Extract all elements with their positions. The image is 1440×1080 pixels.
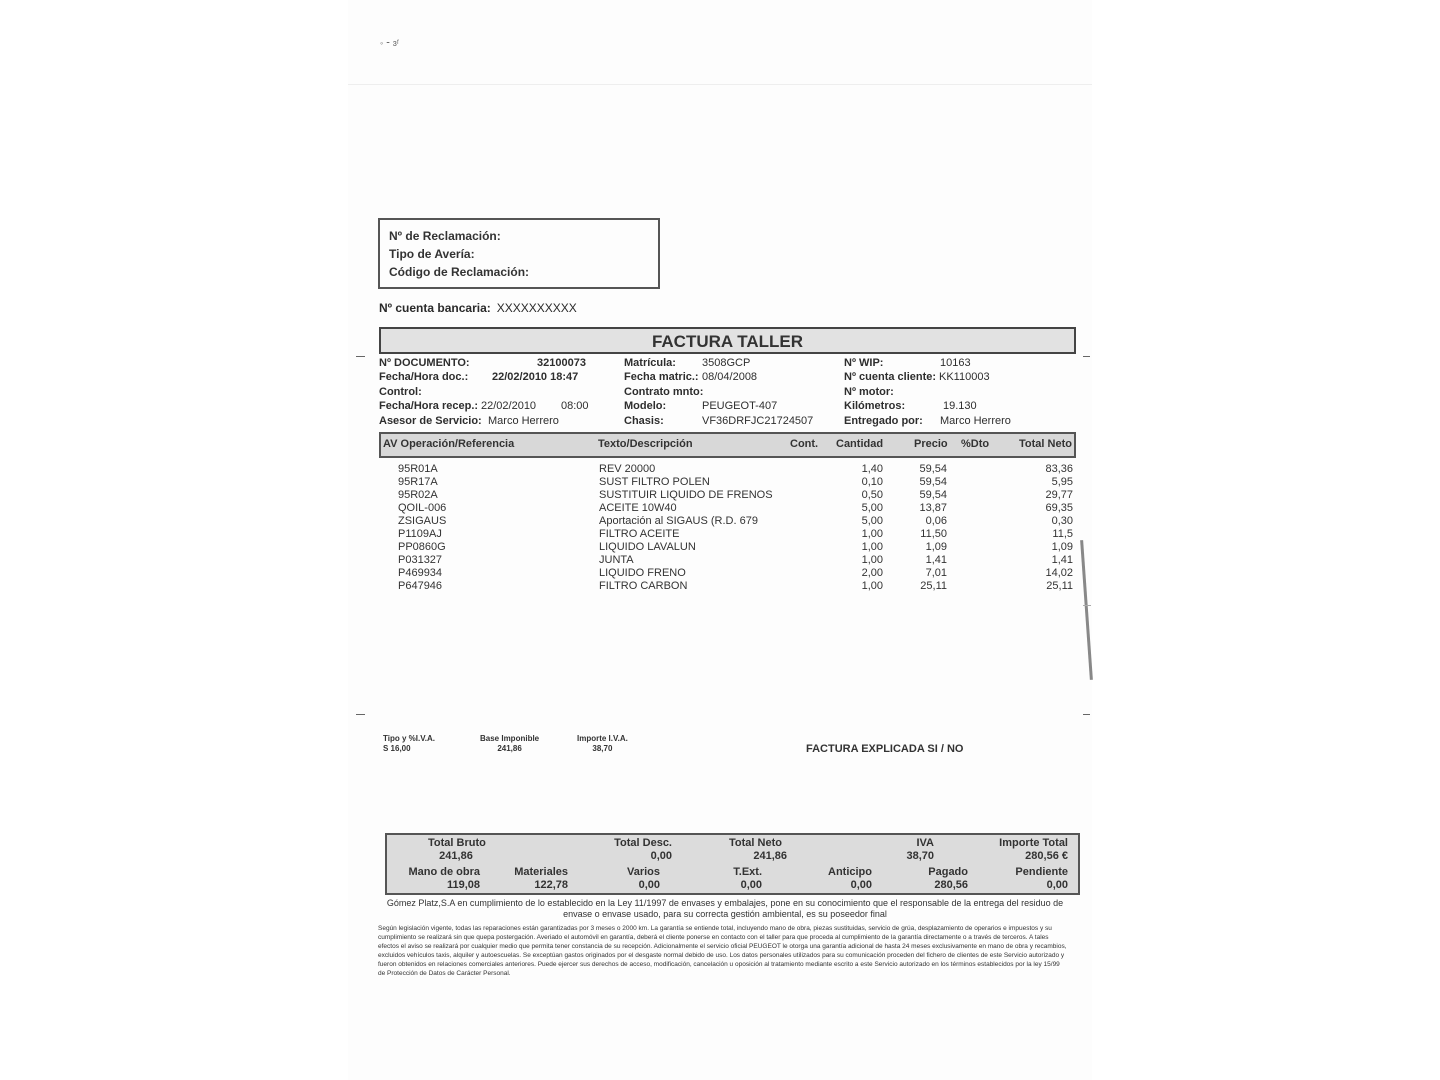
line-item-row: [0, 463, 1440, 476]
scan-edge-line: [348, 84, 1092, 85]
reception-date-label: Fecha/Hora recep.:: [379, 400, 479, 412]
line-item-row: [0, 541, 1440, 554]
plate-label: Matrícula:: [624, 357, 676, 369]
line-quantity: 5,00: [861, 502, 883, 514]
plate-value: 3508GCP: [702, 357, 751, 369]
model-label: Modelo:: [624, 400, 667, 412]
column-quantity: Cantidad: [836, 438, 884, 450]
engine-number-label: Nº motor:: [844, 386, 894, 398]
total-discount-label: Total Desc.: [614, 837, 672, 849]
bank-account: [379, 301, 577, 315]
line-total: 0,30: [1051, 515, 1073, 527]
line-total: 14,02: [1045, 567, 1073, 579]
document-date-label: Fecha/Hora doc.:: [379, 371, 469, 383]
vat-total-value: 38,70: [906, 850, 934, 862]
materials-total-value: 122,78: [534, 879, 568, 891]
invoice-explained: FACTURA EXPLICADA SI / NO: [806, 743, 964, 755]
line-item-row: [0, 580, 1440, 593]
line-total: 83,36: [1045, 463, 1073, 475]
advance-total: [826, 866, 872, 892]
line-price: 1,09: [925, 541, 947, 553]
line-price: 7,01: [925, 567, 947, 579]
bank-account-value: XXXXXXXXXX: [496, 301, 577, 315]
line-reference: P647946: [398, 580, 443, 592]
line-quantity: 1,40: [861, 463, 883, 475]
advance-total-value: 0,00: [850, 879, 872, 891]
pending-total: [1012, 866, 1068, 892]
tax-base-label: Base Imponible: [480, 734, 540, 743]
vat-total-label: IVA: [916, 837, 934, 849]
paid-total-value: 280,56: [934, 879, 968, 891]
line-item-row: [0, 476, 1440, 489]
misc-total-label: Varios: [626, 866, 660, 878]
reception-time-value: 08:00: [561, 400, 589, 412]
tax-base: [480, 734, 539, 754]
line-item-row: [0, 567, 1440, 580]
line-description: ACEITE 10W40: [599, 502, 677, 514]
misc-total-value: 0,00: [638, 879, 660, 891]
registration-date-label: Fecha matric.:: [624, 371, 699, 383]
gross-total: [428, 837, 484, 863]
line-price: 59,54: [919, 463, 947, 475]
claim-code-label: Código de Reclamación:: [389, 265, 530, 279]
delivered-by-label: Entregado por:: [844, 415, 923, 427]
margin-tick: [356, 714, 365, 715]
external-work-total: [726, 866, 762, 892]
line-price: 1,41: [925, 554, 947, 566]
column-cont: Cont.: [790, 438, 819, 450]
line-price: 59,54: [919, 476, 947, 488]
vat-type-label: Tipo y %I.V.A.: [383, 734, 436, 743]
gross-total-label: Total Bruto: [428, 837, 486, 849]
grand-total: [990, 837, 1068, 863]
line-total: 69,35: [1045, 502, 1073, 514]
line-description: JUNTA: [599, 554, 634, 566]
margin-tick: [1083, 714, 1090, 715]
line-quantity: 0,10: [861, 476, 883, 488]
line-quantity: 5,00: [861, 515, 883, 527]
document-date-value: 22/02/2010 18:47: [492, 371, 579, 383]
line-quantity: 2,00: [861, 567, 883, 579]
maintenance-contract-label: Contrato mnto:: [624, 386, 704, 398]
vat-type-value: S 16,00: [383, 744, 411, 753]
line-reference: 95R01A: [398, 463, 438, 475]
service-advisor-value: Marco Herrero: [488, 415, 559, 427]
bank-account-label: Nº cuenta bancaria:: [379, 301, 491, 315]
total-discount: [612, 837, 672, 863]
registration-date-value: 08/04/2008: [702, 371, 758, 383]
line-total: 25,11: [1046, 580, 1073, 592]
reception-date-value: 22/02/2010: [481, 400, 537, 412]
packaging-law-notice: Gómez Platz,S.A en cumplimiento de lo establecido en la Ley 11/1997 de envases y embalajes, pone en su conocimiento que el responsable de la entrega del residuo de envase o envase usado, para su correcta gestión ambiental, es su poseedor final: [386, 898, 1064, 919]
margin-tick: [1083, 356, 1090, 357]
line-total: 29,77: [1045, 489, 1073, 501]
materials-total: [510, 866, 568, 892]
invoice-title: FACTURA TALLER: [379, 327, 1076, 354]
chassis-value: VF36DRFJC21724507: [702, 415, 814, 427]
line-item-row: [0, 489, 1440, 502]
column-total: Total Neto: [1019, 438, 1072, 450]
margin-tick: [356, 356, 365, 357]
delivered-by-value: Marco Herrero: [940, 415, 1011, 427]
paid-total: [924, 866, 968, 892]
line-reference: P031327: [398, 554, 443, 566]
grand-total-value: 280,56 €: [1025, 850, 1068, 862]
column-description: Texto/Descripción: [598, 438, 693, 450]
wip-label: Nº WIP:: [844, 357, 884, 369]
line-item-row: [0, 554, 1440, 567]
line-quantity: 1,00: [861, 528, 883, 540]
vat-amount: [577, 734, 628, 754]
scan-edge-mark: [1083, 605, 1091, 606]
line-quantity: 1,00: [861, 541, 883, 553]
line-item-row: [0, 528, 1440, 541]
line-description: LIQUIDO LAVALUN: [599, 541, 696, 553]
wip-value: 10163: [940, 357, 971, 369]
chassis-label: Chasis:: [624, 415, 664, 427]
line-description: FILTRO CARBON: [599, 580, 688, 592]
external-work-total-value: 0,00: [740, 879, 762, 891]
claim-box: [378, 218, 660, 289]
line-price: 59,54: [919, 489, 947, 501]
line-total: 11,5: [1052, 528, 1073, 540]
line-price: 13,87: [919, 502, 947, 514]
line-reference: PP0860G: [398, 541, 446, 553]
vat-amount-value: 38,70: [592, 744, 613, 753]
line-description: LIQUIDO FRENO: [599, 567, 686, 579]
model-value: PEUGEOT-407: [702, 400, 778, 412]
line-item-row: [0, 502, 1440, 515]
column-discount: %Dto: [961, 438, 990, 450]
tax-base-value: 241,86: [497, 744, 522, 753]
pending-total-value: 0,00: [1046, 879, 1068, 891]
customer-account-value: KK110003: [939, 371, 990, 383]
line-reference: 95R02A: [398, 489, 438, 501]
vat-amount-label: Importe I.V.A.: [577, 734, 628, 743]
line-reference: QOIL-006: [398, 502, 447, 514]
line-total: 1,09: [1051, 541, 1073, 553]
gross-total-value: 241,86: [439, 850, 473, 862]
line-total: 5,95: [1051, 476, 1073, 488]
line-quantity: 0,50: [861, 489, 883, 501]
column-reference: AV Operación/Referencia: [383, 438, 515, 450]
labour-total-value: 119,08: [446, 879, 480, 891]
pending-total-label: Pendiente: [1015, 866, 1068, 878]
line-price: 25,11: [920, 580, 947, 592]
line-quantity: 1,00: [861, 580, 883, 592]
fault-type-label: Tipo de Avería:: [389, 247, 475, 261]
net-total-label: Total Neto: [729, 837, 782, 849]
claim-number-label: Nº de Reclamación:: [389, 229, 501, 243]
customer-account-label: Nº cuenta cliente:: [844, 371, 937, 383]
vat-total: [900, 837, 934, 863]
document-number-value: 32100073: [537, 357, 586, 369]
materials-total-label: Materiales: [514, 866, 568, 878]
line-reference: P469934: [398, 567, 443, 579]
control-label: Control:: [379, 386, 422, 398]
line-description: SUSTITUIR LIQUIDO DE FRENOS: [599, 489, 773, 501]
external-work-total-label: T.Ext.: [733, 866, 762, 878]
document-number-label: Nº DOCUMENTO:: [379, 357, 470, 369]
service-advisor-label: Asesor de Servicio:: [379, 415, 482, 427]
net-total: [729, 837, 787, 863]
grand-total-label: Importe Total: [999, 837, 1068, 849]
labour-total: [408, 866, 480, 892]
paid-total-label: Pagado: [928, 866, 968, 878]
vat-type: [383, 734, 435, 754]
warranty-legal-notice: Según legislación vigente, todas las reparaciones están garantizadas por 3 meses o 2000 km. La garantía se entiende total, incluyendo mano de obra, piezas sustituidas, servicio de grúa, desplazamiento de operarios e impuestos y su cumplimiento se realizará sin que quepa postergación. Averiado el automóvil en garantía, deberá el cliente ponerse en contacto con el taller para que proceda al cumplimiento de la garantía directamente o a través de terceros. A tales efectos el aviso se realizará por cualquier medio que permita tener constancia de su recepción. Adicionalmente el servicio oficial PEUGEOT le otorga una garantía adicional de hasta 24 meses exclusivamente en mano de obra y recambios, excluidos vehículos taxis, alquiler y autoescuelas. Se exceptúan gastos originados por el desgaste normal debido de uso. Los datos personales utilizados para su comunicación proceden del fichero de clientes de este Servicio autorizado y fueron obtenidos en relaciones comerciales anteriores. Puede ejercer sus derechos de acceso, modificación, cancelación u oposición al tratamiento mediante escrito a este Servicio autorizado en los términos establecidos por la ley 15/99 de Protección de Datos de Carácter Personal.: [378, 925, 1067, 977]
line-reference: ZSIGAUS: [398, 515, 447, 527]
line-price: 0,06: [925, 515, 947, 527]
line-reference: 95R17A: [398, 476, 438, 488]
net-total-value: 241,86: [753, 850, 787, 862]
labour-total-label: Mano de obra: [408, 866, 480, 878]
line-reference: P1109AJ: [398, 528, 442, 540]
line-item-row: [0, 515, 1440, 528]
line-price: 11,50: [920, 528, 947, 540]
advance-total-label: Anticipo: [828, 866, 872, 878]
line-description: Aportación al SIGAUS (R.D. 679: [599, 515, 758, 527]
line-quantity: 1,00: [861, 554, 883, 566]
line-description: FILTRO ACEITE: [599, 528, 680, 540]
scan-artifact: ◦ ⁃ ɜᶠ: [380, 38, 399, 48]
column-price: Precio: [914, 438, 948, 450]
mileage-value: 19.130: [943, 400, 977, 412]
misc-total: [622, 866, 660, 892]
line-total: 1,41: [1051, 554, 1073, 566]
line-description: SUST FILTRO POLEN: [599, 476, 710, 488]
mileage-label: Kilómetros:: [844, 400, 906, 412]
total-discount-value: 0,00: [650, 850, 672, 862]
line-description: REV 20000: [599, 463, 656, 475]
